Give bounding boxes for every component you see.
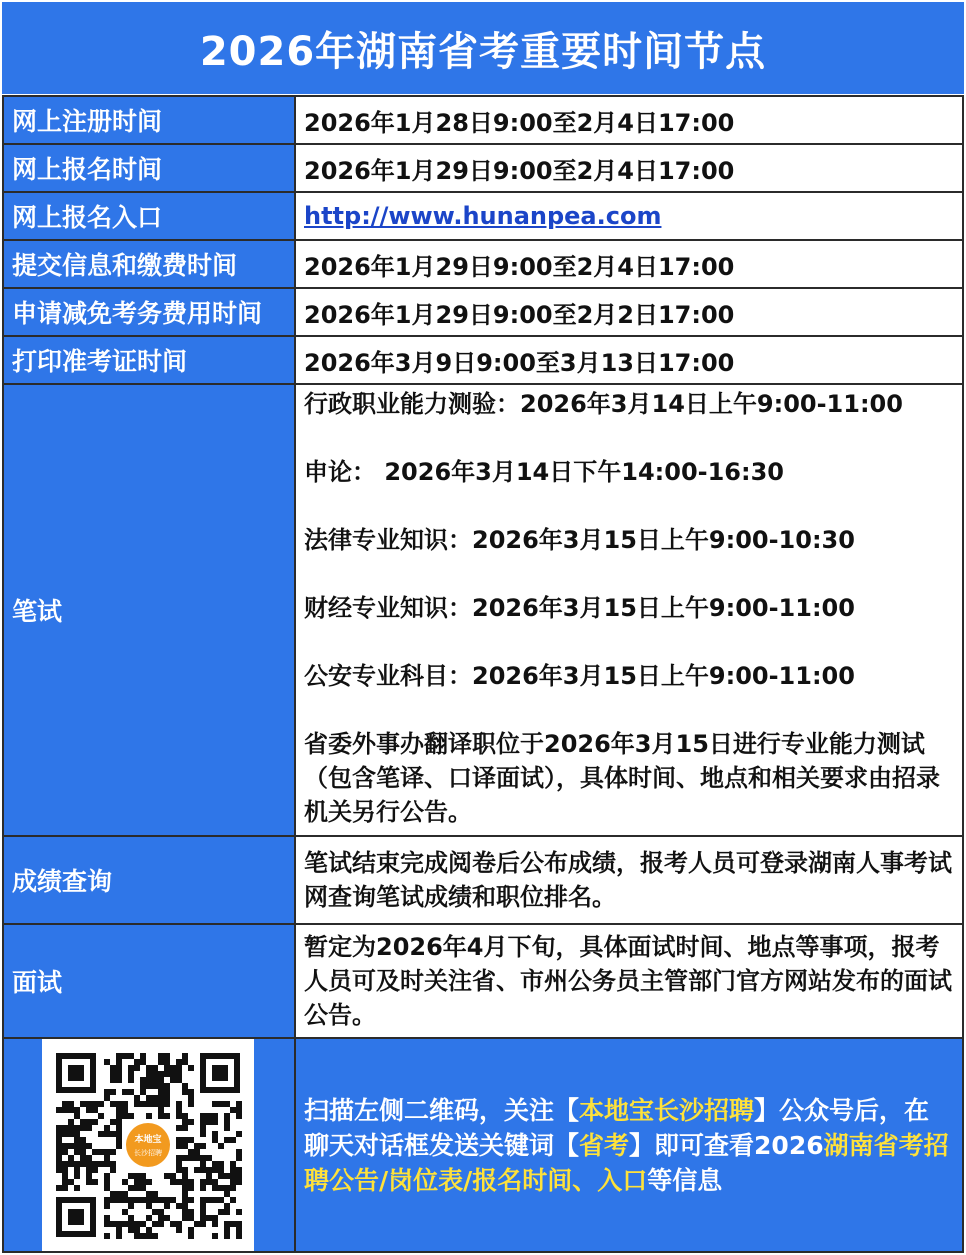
- promo-part: 等信息: [647, 1165, 723, 1195]
- promo-text: [295, 1038, 963, 1252]
- table-row: [3, 288, 963, 336]
- promo-account-name: 本地宝长沙招聘: [579, 1095, 755, 1125]
- schedule-table: [2, 95, 964, 1253]
- qr-badge-text: 本地宝: [134, 1135, 162, 1145]
- qr-code[interactable]: [42, 1039, 254, 1251]
- qr-code-graphic: [42, 1039, 254, 1251]
- row-value-register: 2026年1月28日9:00至2月4日17:00: [295, 96, 963, 144]
- row-value-payment: 2026年1月29日9:00至2月4日17:00: [295, 240, 963, 288]
- qr-badge-subtext: 长沙招聘: [134, 1149, 162, 1157]
- exam-line-aptitude: 行政职业能力测验：2026年3月14日上午9:00-11:00: [304, 390, 903, 418]
- exam-line-law: 法律专业知识：2026年3月15日上午9:00-10:30: [304, 526, 855, 554]
- promo-part: 扫描左侧二维码，关注【: [304, 1095, 580, 1125]
- row-value-score: 笔试结束完成阅卷后公布成绩，报考人员可登录湖南人事考试网查询笔试成绩和职位排名。: [295, 836, 963, 924]
- promo-part: 】公众号后，在聊天对话框发送关键词【: [304, 1095, 930, 1160]
- page-title: 2026年湖南省考重要时间节点: [2, 2, 964, 94]
- table-row: [3, 192, 963, 240]
- exam-line-essay: 申论： 2026年3月14日下午14:00-16:30: [304, 458, 784, 486]
- row-value-fee-waiver: 2026年1月29日9:00至2月2日17:00: [295, 288, 963, 336]
- row-label-fee-waiver: 申请减免考务费用时间: [3, 288, 295, 336]
- row-label-interview: 面试: [3, 924, 295, 1038]
- row-value-interview: 暂定为2026年4月下旬，具体面试时间、地点等事项，报考人员可及时关注省、市州公务员主管部门官方网站发布的面试公告。: [295, 924, 963, 1038]
- exam-line-finance: 财经专业知识：2026年3月15日上午9:00-11:00: [304, 594, 855, 622]
- promo-highlight: 湖南省考招聘公告/岗位表/报名时间、入口: [304, 1130, 949, 1195]
- promo-part: 】即可查看2026: [629, 1130, 824, 1160]
- table-row-interview: [3, 924, 963, 1038]
- written-exam-cell: [295, 384, 963, 836]
- row-label-score: 成绩查询: [3, 836, 295, 924]
- qr-cell: [3, 1038, 295, 1252]
- apply-link[interactable]: http://www.hunanpea.com: [304, 202, 662, 230]
- row-label-register: 网上注册时间: [3, 96, 295, 144]
- promo-keyword: 省考: [579, 1130, 630, 1160]
- row-label-admission: 打印准考证时间: [3, 336, 295, 384]
- row-label-written: 笔试: [3, 384, 295, 836]
- table-row-promo: [3, 1038, 963, 1252]
- row-label-apply: 网上报名时间: [3, 144, 295, 192]
- table-row: [3, 96, 963, 144]
- table-row: [3, 336, 963, 384]
- table-row: [3, 240, 963, 288]
- translation-note: 省委外事办翻译职位于2026年3月15日进行专业能力测试（包含笔译、口译面试），具体时间、地点和相关要求由招录机关另行公告。: [304, 730, 940, 826]
- row-label-payment: 提交信息和缴费时间: [3, 240, 295, 288]
- table-row: [3, 144, 963, 192]
- row-label-entry: 网上报名入口: [3, 192, 295, 240]
- exam-line-police: 公安专业科目：2026年3月15日上午9:00-11:00: [304, 662, 855, 690]
- row-value-admission: 2026年3月9日9:00至3月13日17:00: [295, 336, 963, 384]
- table-row-score: [3, 836, 963, 924]
- row-value-apply: 2026年1月29日9:00至2月4日17:00: [295, 144, 963, 192]
- table-row-written: [3, 384, 963, 836]
